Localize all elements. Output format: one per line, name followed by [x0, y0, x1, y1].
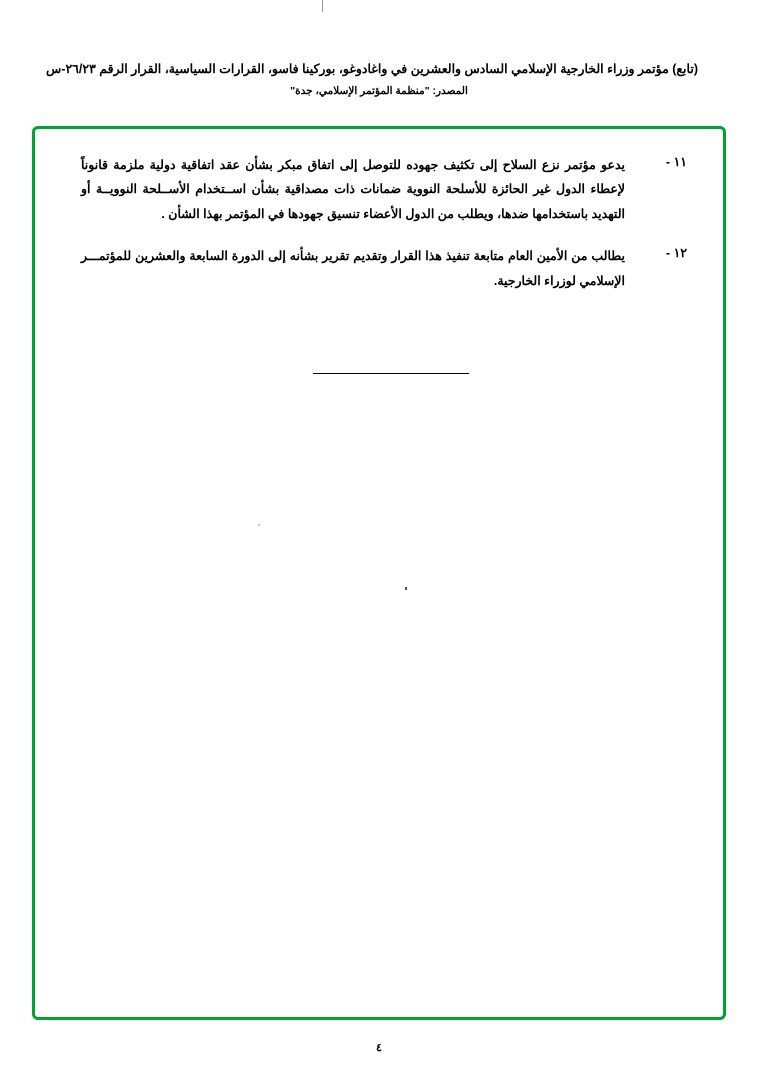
clause-text: يطالب من الأمين العام متابعة تنفيذ هذا القرار وتقديم تقرير بشأنه إلى الدورة السابعة والعشرين للمؤتمـــر الإسلامي لوزراء الخارجية. — [81, 249, 625, 288]
header-title: (تابع) مؤتمر وزراء الخارجية الإسلامي السادس والعشرين في واغادوغو، بوركينا فاسو، القرارات السياسية، القرار الرقم ٢٦/٢٣-س — [46, 62, 698, 76]
clause-number: ١٢ - — [665, 246, 687, 261]
clause-list — [71, 153, 687, 311]
page-number: ٤ — [376, 1042, 382, 1054]
scan-speck — [405, 587, 407, 590]
clause-text: يدعو مؤتمر نزع السلاح إلى تكثيف جهوده للتوصل إلى اتفاق مبكر بشأن عقد اتفاقية دولية ملزمة قانوناً لإعطاء الدول غير الحائزة للأسلحة النووية ضمانات ذات مصداقية بشأن اســتخدام الأســلحة النوويــة أو التهديد باستخدامها ضدها، ويطلب من الدول الأعضاء تنسيق جهودها في المؤتمر بهذا الشأن . — [81, 158, 625, 221]
clause-item — [71, 153, 687, 226]
clause-item — [71, 244, 687, 293]
green-border-frame — [32, 126, 726, 1020]
header-source: المصدر: "منظمة المؤتمر الإسلامي، جدة" — [290, 84, 468, 97]
horizontal-rule-divider — [35, 361, 723, 379]
scan-speck — [258, 524, 260, 526]
page-crop-tick — [322, 0, 323, 12]
document-header — [46, 60, 698, 97]
clause-number: ١١ - — [665, 155, 687, 169]
